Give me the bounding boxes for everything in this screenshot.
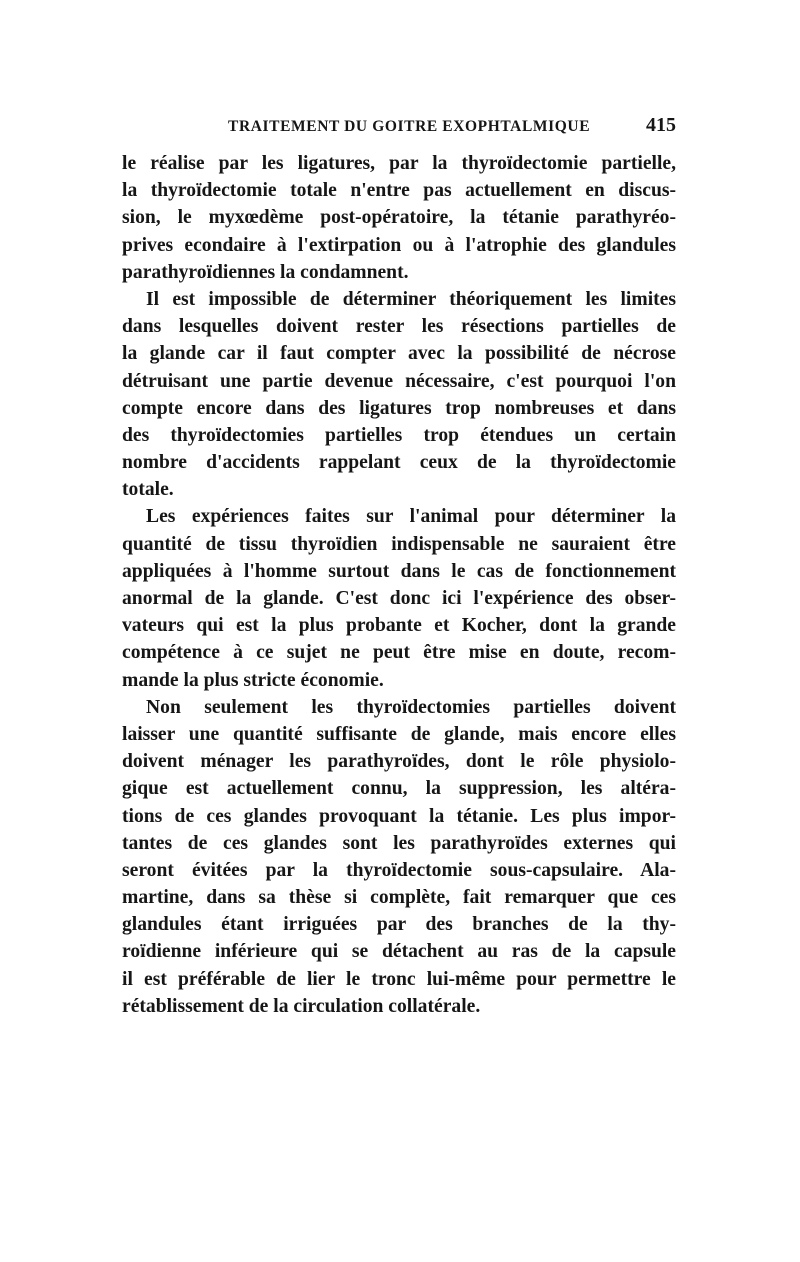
text-line: le réalise par les ligatures, par la thyroïdectomie partielle, — [122, 153, 676, 174]
text-line: totale. — [122, 479, 174, 501]
text-line: glandules étant irriguées par des branches de la thy- — [122, 914, 676, 936]
text-line: parathyroïdiennes la condamnent. — [122, 261, 409, 283]
text-line: Non seulement les thyroïdectomies partielles doivent — [146, 696, 676, 718]
text-line: Les expériences faites sur l'animal pour déterminer la — [146, 506, 676, 528]
text-line: tantes de ces glandes sont les parathyroïdes externes qui — [122, 832, 676, 854]
text-line: dans lesquelles doivent rester les résections partielles de — [122, 316, 676, 338]
text-line: compétence à ce sujet ne peut être mise en doute, recom- — [122, 642, 676, 664]
running-head — [122, 114, 676, 142]
text-line: tions de ces glandes provoquant la tétanie. Les plus impor- — [122, 805, 676, 827]
text-line: mande la plus stricte économie. — [122, 669, 384, 691]
text-line: la glande car il faut compter avec la possibilité de nécrose — [122, 343, 676, 365]
text-line: Il est impossible de déterminer théoriquement les limites — [146, 288, 676, 310]
text-line: anormal de la glande. C'est donc ici l'expérience des obser- — [122, 588, 676, 609]
page-number: 415 — [646, 114, 676, 136]
text-line: détruisant une partie devenue nécessaire, c'est pourquoi l'on — [122, 370, 676, 392]
text-line: des thyroïdectomies partielles trop étendues un certain — [122, 424, 676, 446]
text-line: laisser une quantité suffisante de glande, mais encore elles — [122, 723, 676, 745]
text-line: appliquées à l'homme surtout dans le cas de fonctionnement — [122, 560, 676, 582]
text-line: quantité de tissu thyroïdien indispensable ne sauraient être — [122, 533, 676, 555]
paragraph — [122, 694, 676, 1020]
text-line: sion, le myxœdème post-opératoire, la tétanie parathyréo- — [122, 207, 676, 229]
running-title: TRAITEMENT DU GOITRE EXOPHTALMIQUE — [228, 118, 591, 135]
text-line: vateurs qui est la plus probante et Kocher, dont la grande — [122, 615, 676, 637]
paragraph — [122, 150, 676, 286]
text-line: la thyroïdectomie totale n'entre pas actuellement en discus- — [122, 180, 676, 202]
text-line: prives econdaire à l'extirpation ou à l'atrophie des glandules — [122, 234, 676, 256]
paragraph — [122, 503, 676, 693]
text-line: il est préférable de lier le tronc lui-même pour permettre le — [122, 968, 676, 990]
text-line: rétablissement de la circulation collatérale. — [122, 995, 481, 1017]
text-line: compte encore dans des ligatures trop nombreuses et dans — [122, 397, 676, 419]
body-text — [122, 150, 676, 1020]
text-line: seront évitées par la thyroïdectomie sous-capsulaire. Ala- — [122, 859, 676, 881]
text-line: gique est actuellement connu, la suppression, les altéra- — [122, 778, 676, 800]
text-line: martine, dans sa thèse si complète, fait remarquer que ces — [122, 887, 676, 909]
text-line: roïdienne inférieure qui se détachent au ras de la capsule — [122, 941, 676, 963]
paragraph — [122, 286, 676, 504]
text-line: nombre d'accidents rappelant ceux de la thyroïdectomie — [122, 452, 676, 474]
text-line: doivent ménager les parathyroïdes, dont le rôle physiolo- — [122, 751, 676, 773]
